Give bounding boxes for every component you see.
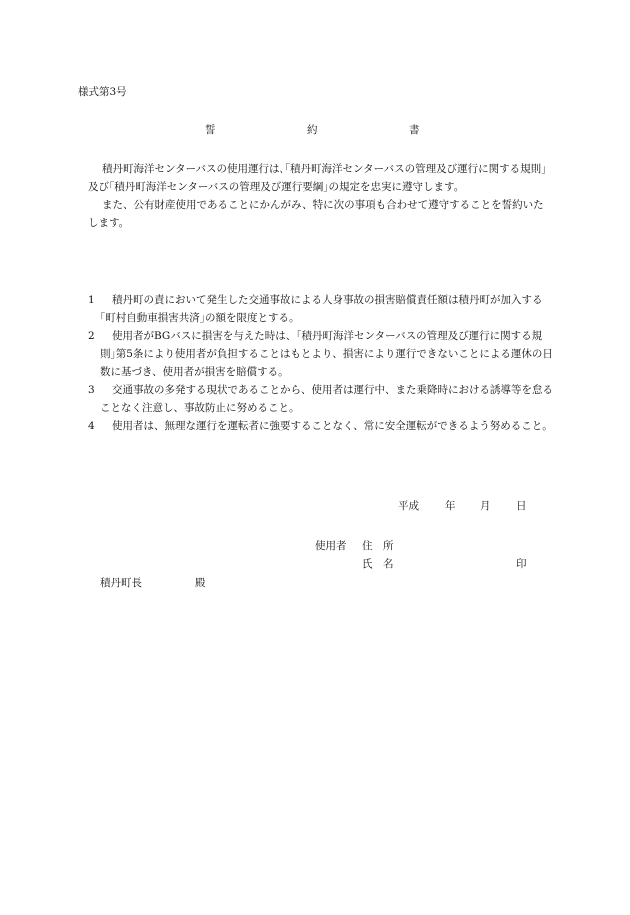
addressee-name: 積丹町長: [100, 577, 142, 589]
item-number: 2: [88, 330, 95, 342]
form-number: 様式第3号: [78, 86, 127, 98]
user-label: 使用者: [315, 540, 347, 552]
item-text: 交通事故の多発する現状であることから、使用者は運行中、また乗降時における誘導等を怠ることなく注意し、事故防止に努めること。: [100, 384, 553, 414]
intro-paragraph: また、公有財産使用であることにかんがみ、特に次の事項も合わせて遵守することを誓約いたします。: [88, 199, 544, 229]
item-text: 使用者がBGバスに損害を与えた時は、｢積丹町海洋センターバスの管理及び運行に関する規則｣第5条により使用者が負担することはもとより、損害により運行できないことによる運休の日数に基づき、使用者が損害を賠償する。: [100, 330, 553, 378]
list-item: [88, 417, 556, 435]
addressee-honorific: 殿: [195, 577, 206, 589]
address-label: 住 所: [362, 540, 394, 552]
title-char: 誓: [205, 124, 216, 136]
name-label: 氏 名: [362, 558, 394, 570]
item-text: 使用者は、無理な運行を運転者に強要することなく、常に安全運転ができるよう努めること。: [112, 420, 553, 432]
intro-text: [88, 160, 554, 232]
seal-mark: 印: [516, 558, 527, 570]
document-title: [0, 124, 630, 140]
item-number: 1: [88, 294, 95, 306]
list-item: [88, 381, 556, 417]
date-month: 月: [480, 500, 491, 512]
list-item: [88, 291, 556, 327]
date-year: 年: [445, 500, 456, 512]
item-number: 3: [88, 384, 95, 396]
item-number: 4: [88, 420, 95, 432]
date-era: 平成: [398, 500, 419, 512]
item-text: 積丹町の責において発生した交通事故による人身事故の損害賠償責任額は積丹町が加入する｢町村自動車損害共済｣の額を限度とする。: [100, 294, 543, 324]
date-day: 日: [516, 500, 527, 512]
title-char: 約: [307, 124, 318, 136]
pledge-items: [88, 291, 556, 435]
title-char: 書: [409, 124, 420, 136]
intro-paragraph: 積丹町海洋センターバスの使用運行は､｢積丹町海洋センターバスの管理及び運行に関する規則｣及び｢積丹町海洋センターバスの管理及び運行要綱｣の規定を忠実に遵守します。: [88, 163, 547, 193]
list-item: [88, 327, 556, 381]
